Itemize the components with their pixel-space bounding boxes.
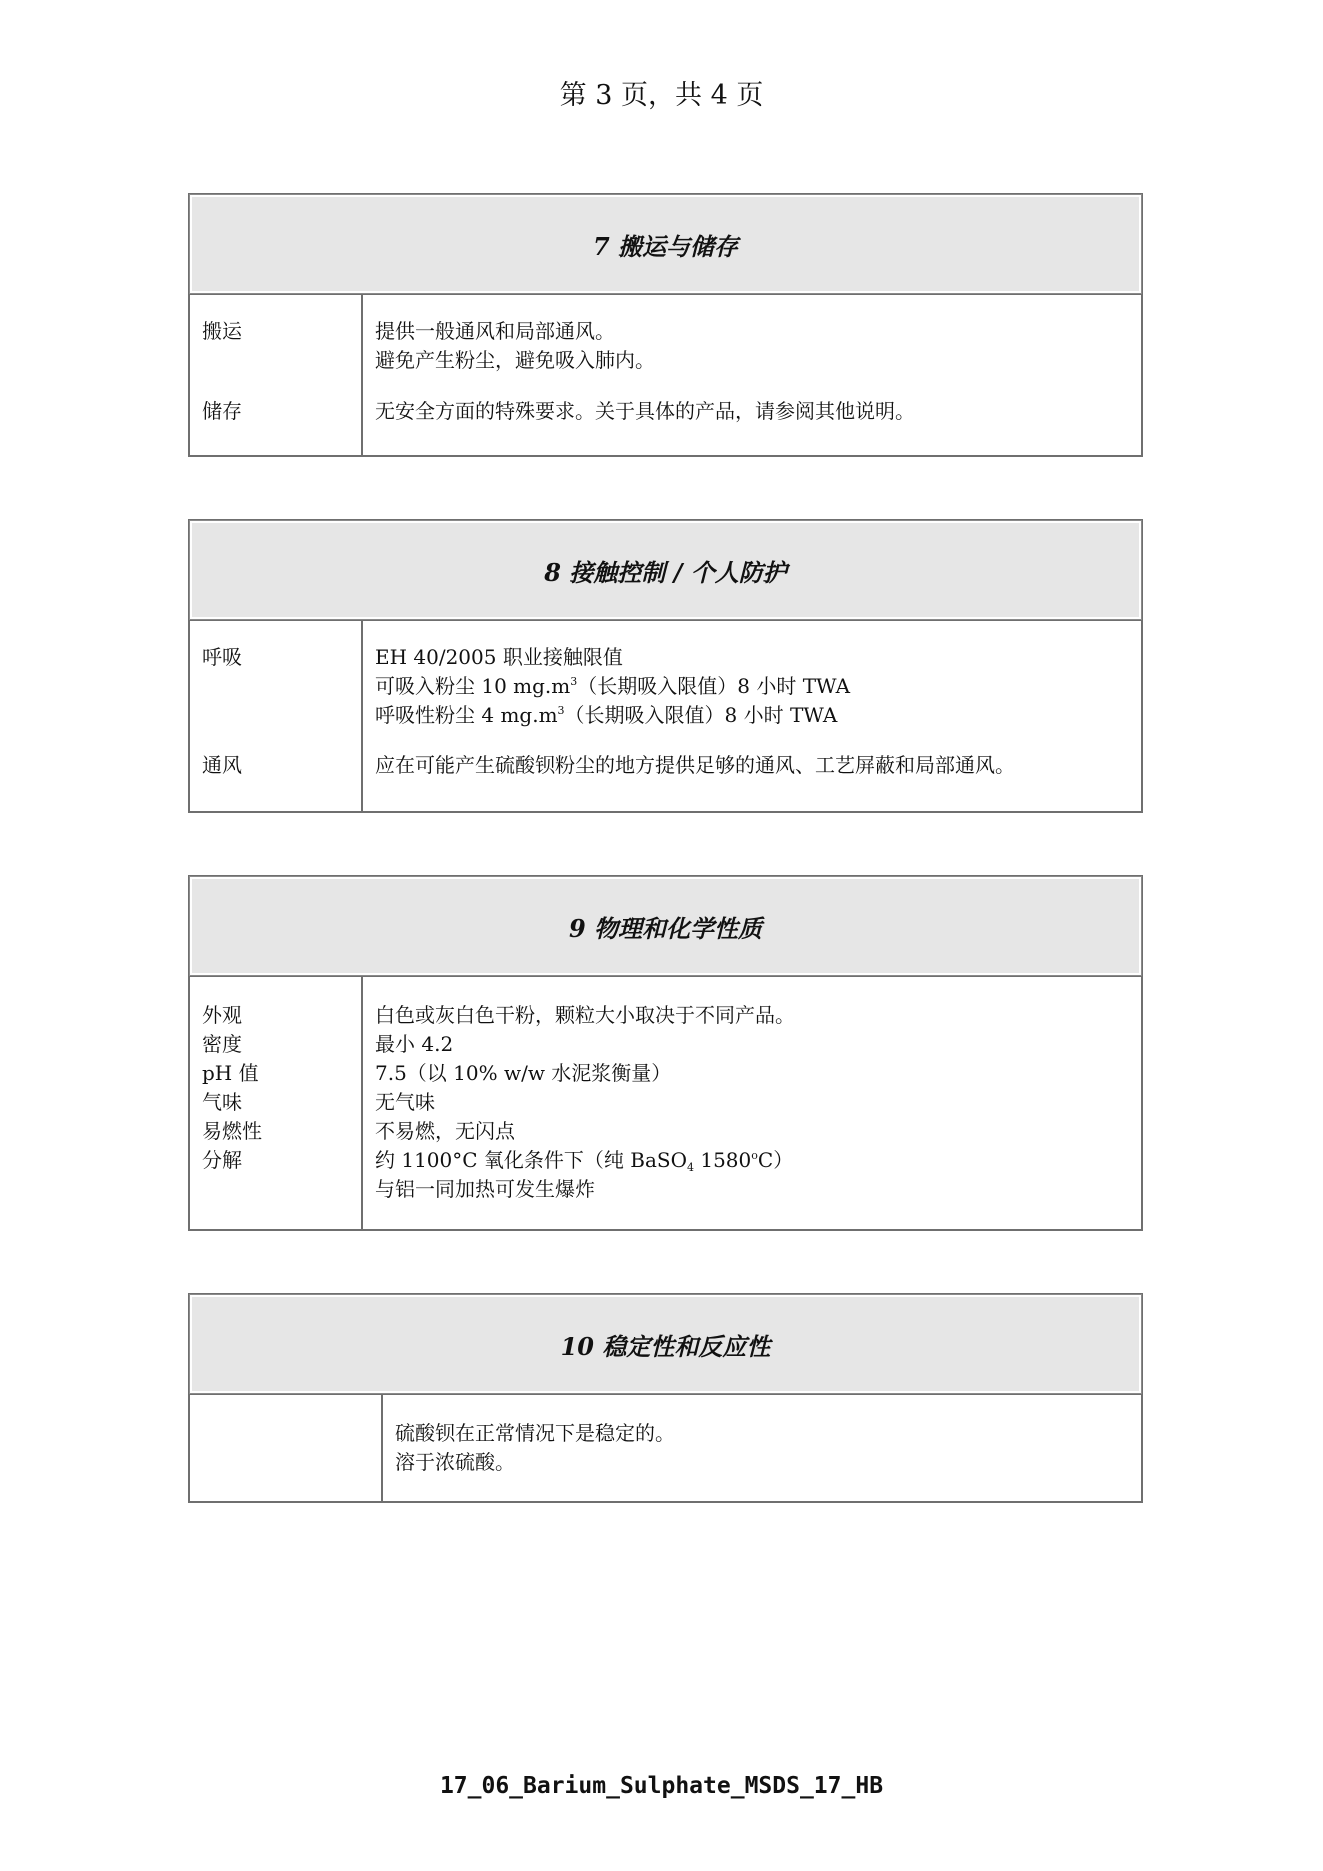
label-appearance: 外观 xyxy=(202,1003,242,1027)
inhalable-dust-limit: 可吸入粉尘 10 $mg.m^3$（长期吸入限值）8 小时 TWA xyxy=(375,674,851,698)
handling-line-2: 避免产生粉尘，避免吸入肺内。 xyxy=(375,348,655,372)
flammability-value: 不易燃，无闪点 xyxy=(375,1119,515,1143)
value-column xyxy=(383,1395,1141,1503)
section-title: 8 接触控制 / 个人防护 xyxy=(190,521,1141,619)
document-footer: 17_06_Barium_Sulphate_MSDS_17_HB xyxy=(439,1773,884,1799)
storage-line: 无安全方面的特殊要求。关于具体的产品，请参阅其他说明。 xyxy=(375,399,915,423)
appearance-value: 白色或灰白色干粉，颗粒大小取决于不同产品。 xyxy=(375,1003,795,1027)
value-column xyxy=(363,977,1141,1231)
label-density: 密度 xyxy=(202,1032,242,1056)
stability-line-1: 硫酸钡在正常情况下是稳定的。 xyxy=(395,1421,675,1445)
handling-line-1: 提供一般通风和局部通风。 xyxy=(375,319,615,343)
section-title: 9 物理和化学性质 xyxy=(190,877,1141,975)
label-ph: pH 值 xyxy=(202,1061,259,1085)
label-column xyxy=(190,621,363,813)
label-respiration: 呼吸 xyxy=(202,645,242,669)
stability-line-2: 溶于浓硫酸。 xyxy=(395,1450,515,1474)
label-ventilation: 通风 xyxy=(202,753,242,777)
label-flammability: 易燃性 xyxy=(202,1119,262,1143)
section-exposure-controls xyxy=(188,519,1143,813)
label-storage: 储存 xyxy=(202,399,242,423)
label-odor: 气味 xyxy=(202,1090,242,1114)
ventilation-line: 应在可能产生硫酸钡粉尘的地方提供足够的通风、工艺屏蔽和局部通风。 xyxy=(375,753,1015,777)
label-column xyxy=(190,295,363,457)
label-decomposition: 分解 xyxy=(202,1148,242,1172)
section-title: 10 稳定性和反应性 xyxy=(190,1295,1141,1393)
page-header: 第 3 页，共 4 页 xyxy=(559,80,764,111)
ph-value: 7.5（以 10% w/w 水泥浆衡量） xyxy=(375,1061,672,1085)
exposure-limit-title: EH 40/2005 职业接触限值 xyxy=(375,645,623,669)
value-column xyxy=(363,621,1141,813)
label-column xyxy=(190,1395,383,1503)
density-value: 最小 4.2 xyxy=(375,1032,454,1056)
section-physical-chemical-properties xyxy=(188,875,1143,1231)
respirable-dust-limit: 呼吸性粉尘 4 $mg.m^3$（长期吸入限值）8 小时 TWA xyxy=(375,703,838,727)
section-stability-reactivity xyxy=(188,1293,1143,1503)
label-handling: 搬运 xyxy=(202,319,242,343)
section-handling-storage xyxy=(188,193,1143,457)
odor-value: 无气味 xyxy=(375,1090,435,1114)
value-column xyxy=(363,295,1141,457)
decomposition-value: 约 1100°C 氧化条件下（纯 BaSO$_4$ 1580$^o$C） xyxy=(375,1148,794,1174)
section-title: 7 搬运与储存 xyxy=(190,195,1141,293)
decomposition-note: 与铝一同加热可发生爆炸 xyxy=(375,1177,595,1201)
label-column xyxy=(190,977,363,1231)
